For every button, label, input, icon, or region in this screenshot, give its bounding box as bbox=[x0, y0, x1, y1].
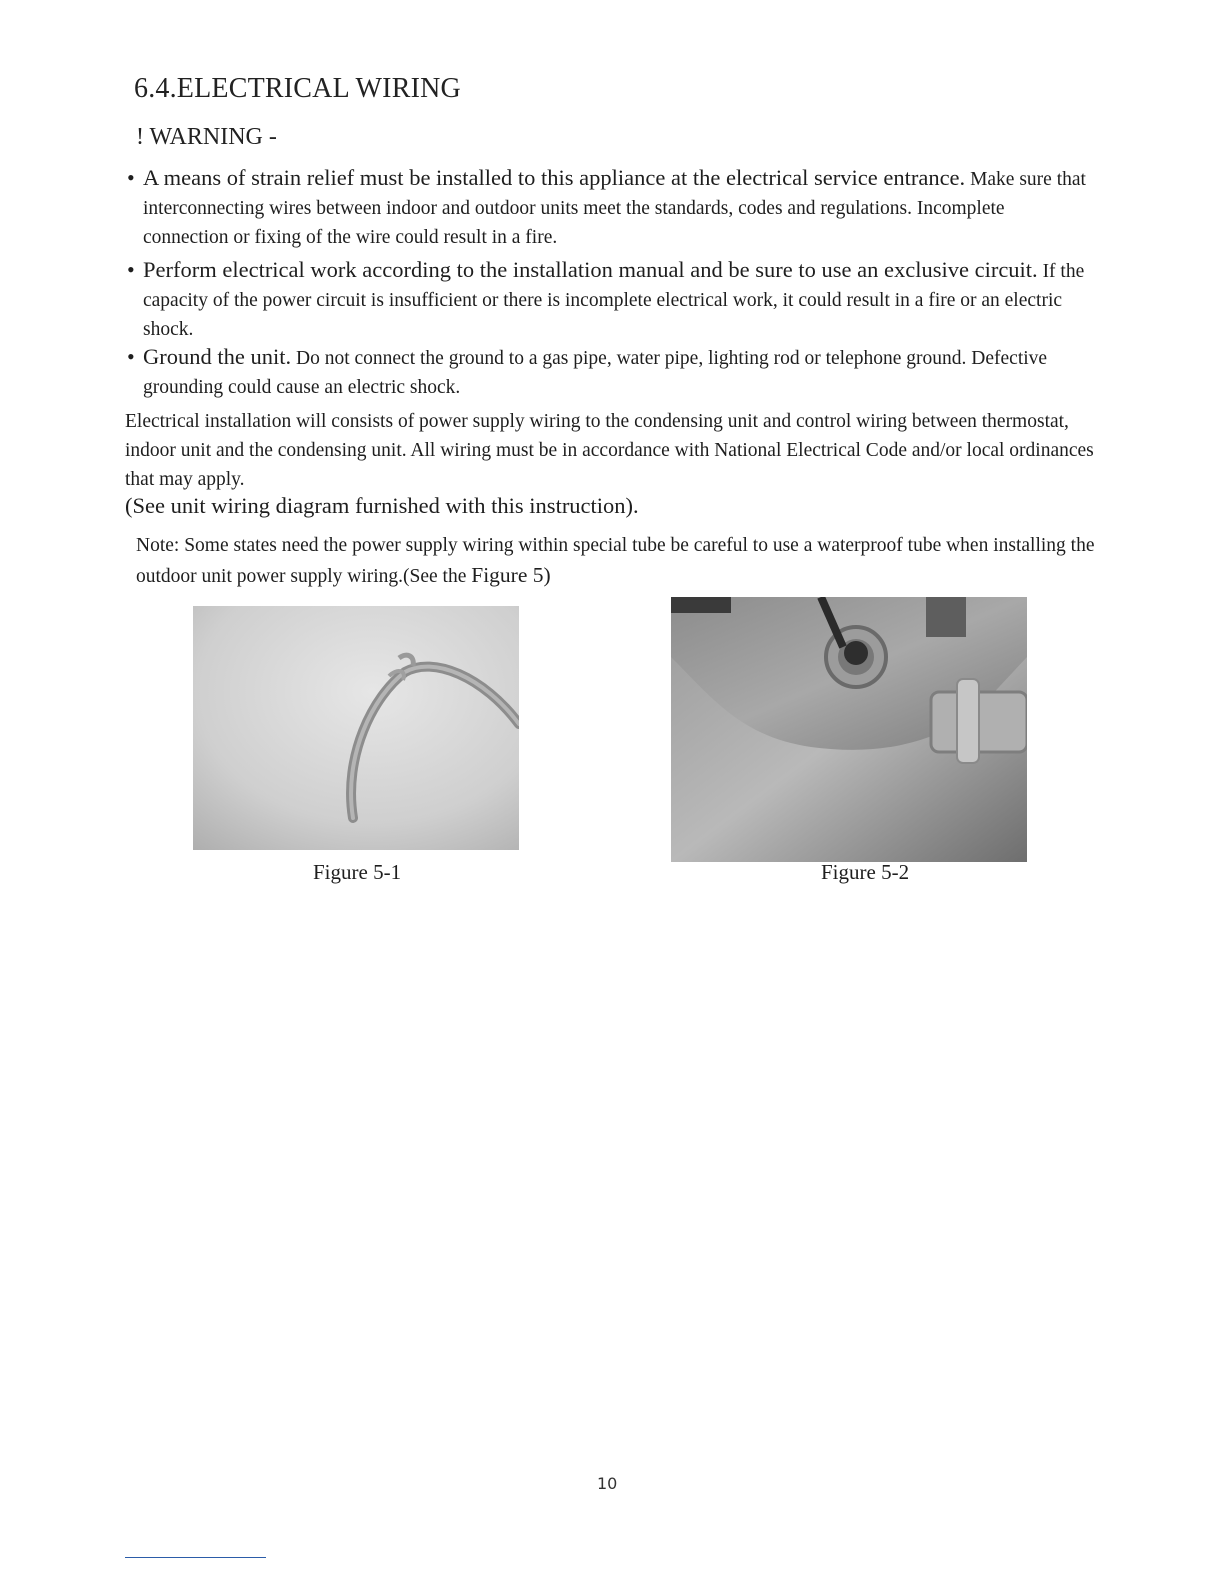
warning-item-body: If the capacity of the power circuit is insufficient or there is incomplete electrical work, it could result in a fire or an electric shock. bbox=[143, 261, 1085, 341]
warning-item-ground bbox=[143, 342, 1093, 402]
wire-cable-photo bbox=[193, 606, 519, 850]
warning-item-body: Do not connect the ground to a gas pipe, water pipe, lighting rod or telephone ground. Defective grounding could cause an electric shock. bbox=[143, 348, 1048, 399]
warning-item-lead: A means of strain relief must be installed to this appliance at the electrical service entrance. bbox=[143, 165, 966, 190]
figure-5-1-photo bbox=[193, 606, 519, 850]
bullet-dot: • bbox=[127, 344, 135, 369]
bullet-dot: • bbox=[127, 257, 135, 282]
figure-5-2-photo bbox=[671, 597, 1027, 862]
section-heading: 6.4.ELECTRICAL WIRING bbox=[134, 73, 461, 104]
installation-paragraph: Electrical installation will consists of power supply wiring to the condensing unit and control wiring between thermostat, indoor unit and the condensing unit. All wiring must be in accordance with National Electrical Code and/or local ordinances that may apply. bbox=[125, 411, 1094, 491]
footnote-divider bbox=[125, 1557, 266, 1558]
bullet-dot: • bbox=[127, 165, 135, 190]
see-diagram-line: (See unit wiring diagram furnished with this instruction). bbox=[125, 493, 639, 518]
note-paragraph bbox=[136, 531, 1096, 591]
conduit-fitting-photo bbox=[671, 597, 1027, 862]
figure-5-1-caption: Figure 5-1 bbox=[313, 860, 402, 884]
warning-item-strain-relief bbox=[143, 163, 1093, 253]
warning-label: ! WARNING - bbox=[136, 124, 277, 150]
note-figure-reference: Figure 5) bbox=[471, 562, 551, 587]
warning-item-lead: Perform electrical work according to the installation manual and be sure to use an exclusive circuit. bbox=[143, 257, 1038, 282]
warning-item-lead: Ground the unit. bbox=[143, 344, 292, 369]
warning-item-exclusive-circuit bbox=[143, 255, 1093, 345]
figure-5-2-caption: Figure 5-2 bbox=[821, 860, 910, 884]
note-body: Note: Some states need the power supply wiring within special tube be careful to use a waterproof tube when installing the outdoor unit power supply wiring.(See the bbox=[136, 535, 1095, 587]
warning-item-body: Make sure that interconnecting wires between indoor and outdoor units meet the standards, codes and regulations. Incomplete connection or fixing of the wire could result in a fire. bbox=[143, 169, 1086, 249]
page-number: 10 bbox=[597, 1474, 618, 1493]
